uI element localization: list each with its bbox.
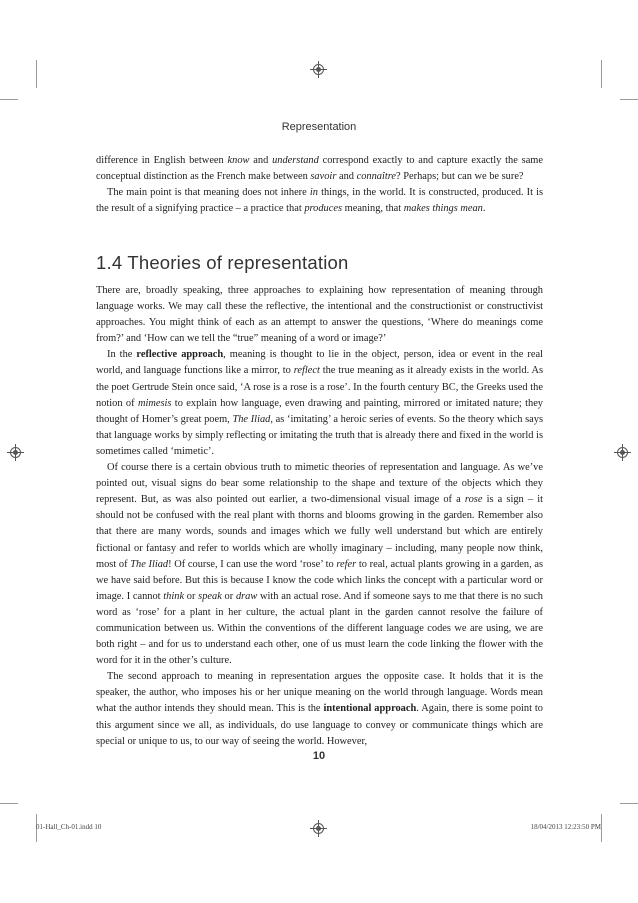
running-head: Representation (281, 121, 357, 133)
intro-paragraph-1: difference in English between know and understand correspond exactly to and capture exactly the same conceptual distinction as the French make between savoir and connaître? Perhaps; but can we be sure? (96, 155, 544, 183)
page-number: 10 (312, 750, 326, 762)
section-paragraph-2: In the reflective approach, meaning is thought to lie in the object, person, idea or event in the real world, and language functions like a mirror, to reflect the true meaning as it already exists in the world. As the poet Gertrude Stein once said, ‘A rose is a rose is a rose’. In the fourth century BC, the Greeks used the notion of mimesis to explain how language, even drawing and painting, mirrored or imitated nature; they thought of Homer’s great poem, The Iliad, as ‘imitating’ a heroic series of events. So the theory which says that language works by simply reflecting or imitating the truth that is already there and fixed in the world is sometimes called ‘mimetic’. (96, 349, 544, 457)
slug-filename: 01-Hall_Ch-01.indd 10 (36, 823, 102, 831)
section-text (96, 283, 543, 750)
section-paragraph-1: There are, broadly speaking, three approaches to explaining how representation of meaning through language works. We may call these the reflective, the intentional and the constructionist or constructivist approaches. You might think of each as an attempt to answer the questions, ‘Where do meanings come from?’ and ‘How can we tell the “true” meaning of a word or image?’ (96, 285, 543, 345)
section-heading: 1.4 Theories of representation (96, 252, 349, 273)
section-paragraph-3: Of course there is a certain obvious truth to mimetic theories of representation and language. As we’ve pointed out, visual signs do bear some relationship to the shape and texture of the objects which they represent. But, as was also pointed out earlier, a two-dimensional visual image of a rose is a sign – it should not be confused with the real plant with thorns and blooms growing in the garden. Remember also that there are many words, sounds and images which we fully well understand but which are entirely fictional or fantasy and refer to worlds which are wholly imaginary – including, many people now think, most of The Iliad! Of course, I can use the word ‘rose’ to refer to real, actual plants growing in a garden, as we have said before. But this is because I know the code which links the concept with a particular word or image. I cannot think or speak or draw with an actual rose. And if someone says to me that there is no such word as ‘rose’ for a plant in her culture, the actual plant in the garden cannot resolve the failure of communication between us. Within the conventions of the different language codes we are using, we are both right – and for us to understand each other, one of us must learn the code linking the flower with the word for it in the other’s culture. (96, 462, 544, 667)
registration-mark-bottom-icon (313, 823, 324, 834)
intro-text (96, 153, 543, 217)
slug-timestamp: 18/04/2013 12:23:50 PM (530, 823, 601, 831)
crop-mark-top-right (601, 60, 602, 88)
section-paragraph-4: The second approach to meaning in representation argues the opposite case. It holds that it is the speaker, the author, who imposes his or her unique meaning on the world through language. Words mean what the author intends they should mean. This is the intentional approach. Again, there is some point to this argument since we all, as individuals, do use language to convey or communicate things which are special or unique to us, to our way of seeing the world. However, (96, 671, 543, 747)
registration-mark-right-icon (617, 447, 628, 458)
crop-mark-bottom-right (601, 814, 602, 842)
crop-mark-right-top (620, 99, 638, 100)
intro-paragraph-2: The main point is that meaning does not inhere in things, in the world. It is constructed, produced. It is the result of a signifying practice – a practice that produces meaning, that makes things mean. (96, 187, 543, 215)
registration-mark-left-icon (10, 447, 21, 458)
crop-mark-left-bottom (0, 803, 18, 804)
crop-mark-top-left (36, 60, 37, 88)
crop-mark-left-top (0, 99, 18, 100)
registration-mark-top-icon (313, 64, 324, 75)
crop-mark-right-bottom (620, 803, 638, 804)
